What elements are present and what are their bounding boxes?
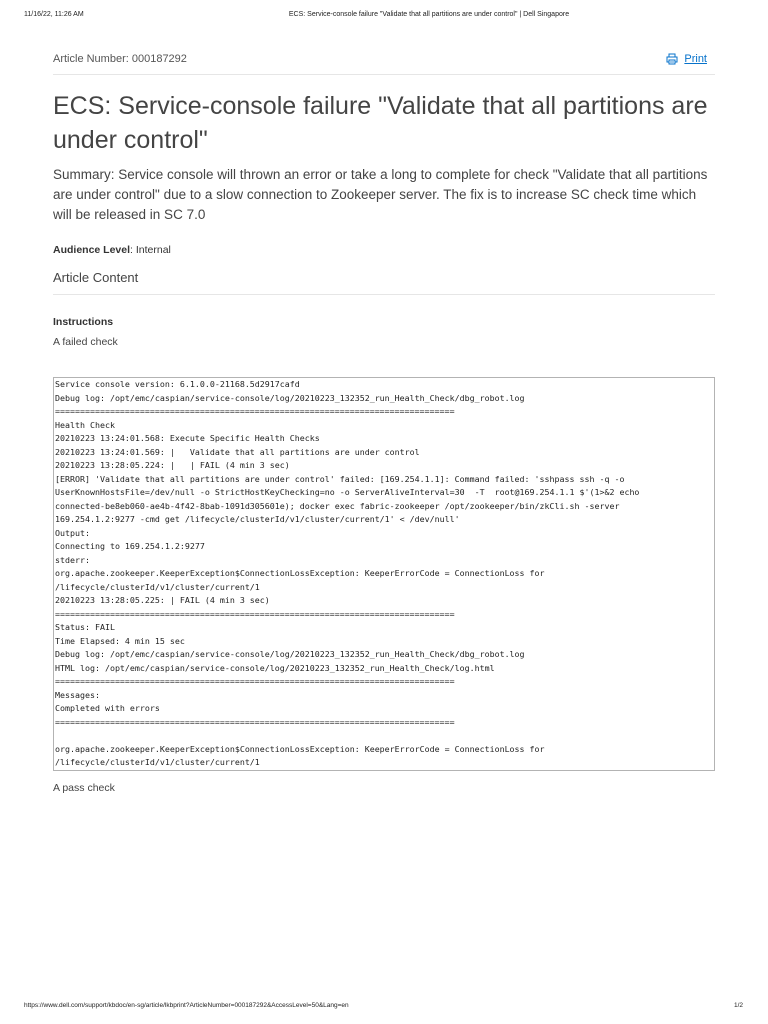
article-title: ECS: Service-console failure "Validate that all partitions are under control" (53, 92, 708, 154)
header-divider (53, 74, 715, 75)
audience-level (53, 244, 171, 256)
code-block (53, 377, 715, 771)
print-button[interactable] (666, 53, 707, 65)
code-text: Service console version: 6.1.0.0-21168.5d2917cafd Debug log: /opt/emc/caspian/service-console/log/20210223_132352_run_Health_Check/dbg_robot.log ================================================================================ Health Check 20210223 13:24:01.568: Execute Specific Health Checks 20210223 13:24:01.569: | Validate that all partitions are under control 20210223 13:28:05.224: | | FAIL (4 min 3 sec) [ERROR] 'Validate that all partitions are under control' failed: [169.254.1.1]: Command failed: 'sshpass ssh -q -o UserKnownHostsFile=/dev/null -o StrictHostKeyChecking=no -o ServerAliveInterval=30 -T root@169.254.1.1 $'(1>&2 echo connected-be8eb060-ae4b-4f42-8bab-1091d305601e); docker exec fabric-zookeeper /opt/zookeeper/bin/zkCli.sh -server 169.254.1.2:9277 -cmd get /lifecycle/clusterId/v1/cluster/current/1' < /dev/null' Output: Connecting to 169.254.1.2:9277 stderr: org.apache.zookeeper.KeeperException$ConnectionLossException: KeeperErrorCode = ConnectionLoss for /lifecycle/clusterId/v1/cluster/current/1 20210223 13:28:05.225: | FAIL (4 min 3 sec) ================================================================================ Status: FAIL Time Elapsed: 4 min 15 sec Debug log: /opt/emc/caspian/service-console/log/20210223_132352_run_Health_Check/dbg_robot.log HTML log: /opt/emc/caspian/service-console/log/20210223_132352_run_Health_Check/log.html ================================================================================ Messages: Completed with errors ================================================================================ org.apache.zookeeper.KeeperException$ConnectionLossException: KeeperErrorCode = ConnectionLoss for /lifecycle/clusterId/v1/cluster/current/1 (55, 379, 640, 767)
article-number: Article Number: 000187292 (53, 53, 187, 65)
printer-icon (666, 53, 678, 65)
print-url: https://www.dell.com/support/kbdoc/en-sg/article/lkbprint?ArticleNumber=000187292&AccessLevel=50&Lang=en (24, 1002, 349, 1009)
print-document-title: ECS: Service-console failure "Validate that all partitions are under control" | Dell Singapore (288, 11, 570, 18)
failed-check-label: A failed check (53, 336, 118, 348)
instructions-heading: Instructions (53, 316, 114, 328)
browser-print-header (0, 11, 768, 23)
browser-print-footer (0, 1002, 768, 1014)
content-divider (53, 294, 715, 295)
article-summary: Summary: Service console will thrown an error or take a long to complete for check "Validate that all partitions are under control" due to a slow connection to Zookeeper server. The fix is to increase SC check time which will be released in SC 7.0 (53, 167, 708, 222)
print-datetime: 11/16/22, 11:26 AM (24, 11, 84, 18)
audience-level-label: Audience Level (53, 244, 131, 256)
print-label[interactable]: Print (684, 53, 707, 65)
audience-level-value: : Internal (130, 244, 171, 256)
page-number: 1/2 (733, 1002, 743, 1009)
pass-check-label: A pass check (53, 782, 115, 794)
article-content-heading: Article Content (53, 270, 139, 285)
